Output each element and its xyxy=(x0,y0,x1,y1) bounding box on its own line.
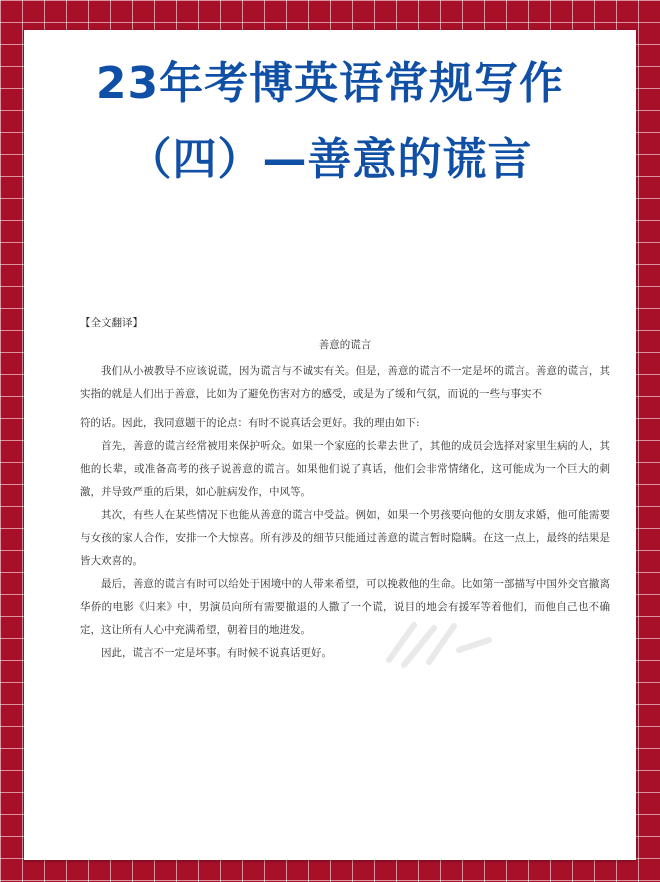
paragraph-1: 我们从小被教导不应该说谎，因为谎言与不诚实有关。但是，善意的谎言不一定是坏的谎言。善意的谎言，其实指的就是人们出于善意，比如为了避免伤害对方的感受，或是为了缓和气氛，而说的一些与事实不 xyxy=(80,365,610,400)
title-line-1: 23年考博英语常规写作 xyxy=(95,58,565,109)
watermark-scribble xyxy=(384,620,494,670)
document-sheet xyxy=(24,30,636,860)
paragraph-3: 其次，有些人在某些情况下也能从善意的谎言中受益。例如，如果一个男孩要向他的女朋友求婚，他可能需要与女孩的家人合作，安排一个大惊喜。所有涉及的细节只能通过善意的谎言暂时隐瞒。在这一点上，最终的结果是皆大欢喜的。 xyxy=(80,509,610,567)
paragraph-5: 因此，谎言不一定是坏事。有时候不说真话更好。 xyxy=(101,647,332,659)
paragraph-4: 最后，善意的谎言有时可以给处于困境中的人带来希望，可以挽救他的生命。比如第一部描写中国外交官撤离华侨的电影《归来》中，男演员向所有需要撤退的人撒了一个谎，说目的地会有援军等着他们，而他自己也不确定，这让所有人心中充满希望，朝着目的地进发。 xyxy=(80,578,610,636)
title-line-2: （四）—善意的谎言 xyxy=(127,134,533,185)
paragraph-1-continued: 符的话。因此，我同意题干的论点：有时不说真话会更好。我的理由如下: xyxy=(80,417,420,429)
document-title: 善意的谎言 xyxy=(318,339,372,351)
section-label: 【全文翻译】 xyxy=(80,317,143,329)
document-body xyxy=(80,314,610,665)
paragraph-2: 首先，善意的谎言经常被用来保护听众。如果一个家庭的长辈去世了，其他的成员会选择对家里生病的人，其他的长辈，或准备高考的孩子说善意的谎言。如果他们说了真话，他们会非常情绪化，这可能成为一个巨大的刺激，并导致严重的后果，如心脏病发作，中风等。 xyxy=(80,440,610,498)
